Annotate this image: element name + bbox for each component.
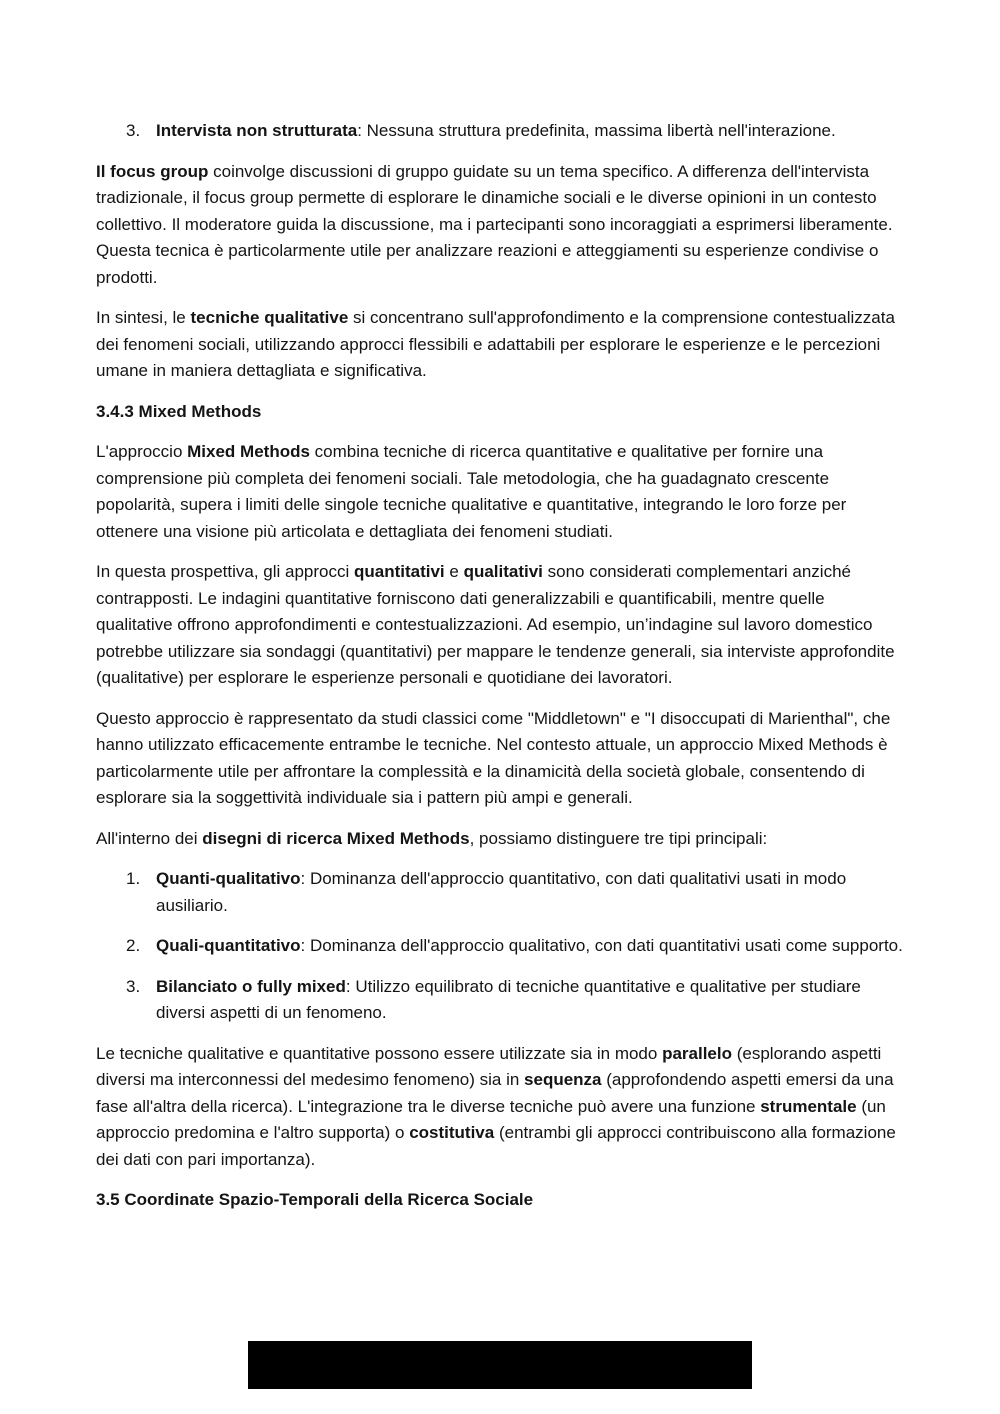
bold-term: quantitativi [353, 562, 445, 581]
paragraph-text: Le tecniche qualitative e quantitative possono essere utilizzate sia in modo [96, 1043, 663, 1063]
redaction-bar [248, 1341, 752, 1389]
list-item-term: Intervista non strutturata [156, 121, 358, 140]
paragraph-mixed-methods [96, 439, 904, 545]
section-heading-3-5: 3.5 Coordinate Spazio-Temporali della Ricerca Sociale [96, 1190, 534, 1209]
paragraph-text: (approfondendo aspetti emersi da una fase all'altra della ricerca). L'integrazione tra le diverse tecniche può avere una funzione [96, 1070, 894, 1116]
paragraph-text: In questa prospettiva, gli approcci [96, 562, 354, 581]
list-number: 3. [126, 121, 141, 140]
paragraph-questo-approccio: Questo approccio è rappresentato da studi classici come "Middletown" e "I disoccupati di Marienthal", che hanno utilizzato efficacemente entrambe le tecniche. Nel contesto attuale, un approccio Mixed Methods è particolarmente utile per affrontare la complessità e la dinamicità della società globale, consentendo di esplorare sia la soggettività individuale sia i pattern più ampi e generali. [96, 708, 891, 807]
bold-term: Il focus group [96, 161, 209, 181]
paragraph-text: sono considerati complementari anziché contrapposti. Le indagini quantitative forniscono dati generalizzabili e quantificabili, mentre quelle qualitative offrono approfondimenti e contestualizzazioni. Ad esempio, un’indagine sul lavoro domestico potrebbe utilizzare sia sondaggi (quantitativi) per mappare le tendenze generali, sia interviste approfondite (qualitative) per esplorare le esperienze personali e quotidiane dei lavoratori. [96, 562, 895, 687]
paragraph-sintesi [96, 305, 904, 385]
paragraph-text: coinvolge discussioni di gruppo guidate su un tema specifico. A differenza dell'intervista tradizionale, il focus group permette di esplorare le dinamiche sociali e le diverse opinioni in un contesto collettivo. Il moderatore guida la discussione, ma i partecipanti sono incoraggiati a esprimersi liberamente. Questa tecnica è particolarmente utile per analizzare reazioni e atteggiamenti su esperienze condivise o prodotti. [96, 161, 893, 287]
paragraph-text: , possiamo distinguere tre tipi principali: [469, 828, 768, 848]
list-item-term: Quali-quantitativo [156, 936, 301, 955]
section-heading-3-4-3: 3.4.3 Mixed Methods [96, 401, 262, 421]
paragraph-text: (entrambi gli approcci contribuiscono alla formazione dei dati con pari importanza). [96, 1123, 896, 1169]
list-number: 1. [126, 869, 141, 888]
list-item [96, 866, 904, 919]
list-item-text: : Utilizzo equilibrato di tecniche quantitative e qualitative per studiare diversi aspetti di un fenomeno. [156, 976, 861, 1022]
list-item-text: : Dominanza dell'approccio qualitativo, con dati quantitativi usati come supporto. [300, 936, 903, 955]
list-item-term: Quanti-qualitativo [156, 869, 301, 888]
paragraph-tecniche [96, 1041, 904, 1174]
bold-term: Mixed Methods [187, 442, 310, 461]
paragraph-text: In sintesi, le [96, 308, 191, 327]
paragraph-prospettiva [96, 559, 904, 692]
list-item-text: : Nessuna struttura predefinita, massima libertà nell'interazione. [357, 121, 836, 140]
paragraph-text: L'approccio [96, 442, 188, 461]
interview-types-list-end [96, 118, 904, 145]
list-number: 2. [126, 936, 141, 955]
paragraph-text: e [444, 562, 464, 581]
list-item [96, 974, 904, 1027]
list-item [96, 933, 904, 960]
bold-term: strumentale [760, 1096, 857, 1116]
paragraph-focus-group [96, 159, 904, 292]
bold-term: disegni di ricerca Mixed Methods [202, 828, 470, 848]
paragraph-text: (esplorando aspetti diversi ma interconnessi del medesimo fenomeno) sia in [96, 1043, 882, 1089]
list-item-text: : Dominanza dell'approccio quantitativo, con dati qualitativi usati in modo ausiliario. [156, 869, 847, 915]
list-number: 3. [126, 976, 141, 996]
list-item-term: Bilanciato o fully mixed [156, 976, 346, 996]
paragraph-text: combina tecniche di ricerca quantitative e qualitative per fornire una comprensione più completa dei fenomeni sociali. Tale metodologia, che ha guadagnato crescente popolarità, supera i limiti delle singole tecniche qualitative e quantitative, integrando le loro forze per ottenere una visione più articolata e dettagliata dei fenomeni studiati. [96, 442, 847, 541]
paragraph-disegni [96, 826, 904, 853]
bold-term: tecniche qualitative [190, 308, 349, 327]
mixed-methods-types-list [96, 866, 904, 1027]
paragraph-text: si concentrano sull'approfondimento e la comprensione contestualizzata dei fenomeni sociali, utilizzando approcci flessibili e adattabili per esplorare le esperienze e le percezioni umane in maniera dettagliata e significativa. [96, 308, 895, 380]
list-item [96, 118, 904, 145]
bold-term: parallelo [662, 1043, 732, 1063]
bold-term: sequenza [524, 1070, 602, 1089]
bold-term: costitutiva [409, 1123, 495, 1142]
paragraph-text: All'interno dei [96, 828, 203, 848]
document-page [96, 118, 904, 1228]
paragraph-text: (un approccio predomina e l'altro supporta) o [96, 1096, 886, 1142]
bold-term: qualitativi [463, 562, 543, 581]
